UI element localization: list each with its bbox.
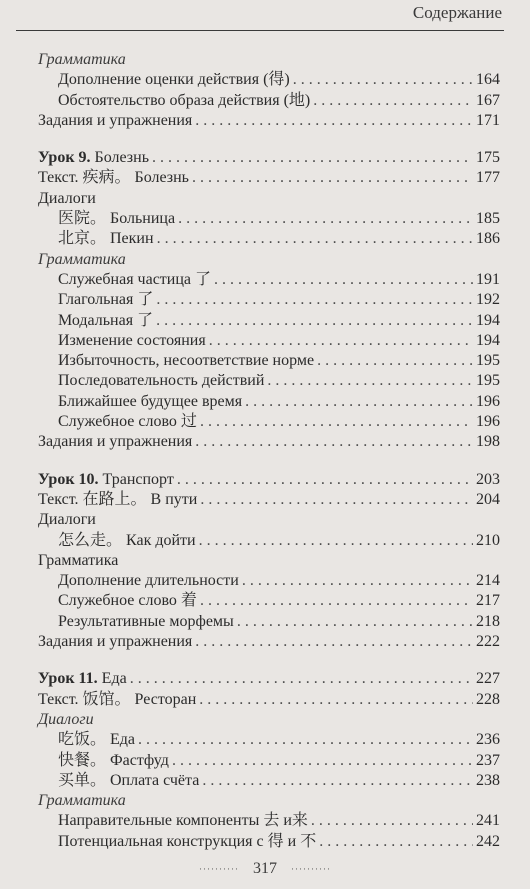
toc-entry-title: Задания и упражнения: [38, 111, 193, 129]
lesson-label: Урок 10.: [38, 470, 99, 488]
toc-entry-title: Текст. 在路上。 В пути: [38, 490, 198, 508]
toc-entry[interactable]: [38, 412, 500, 432]
dot-leader: [156, 290, 473, 310]
toc-entry[interactable]: [38, 111, 500, 131]
header-title: Содержание: [412, 3, 502, 22]
toc-entry-page: 198: [476, 433, 500, 451]
toc-entry-page: 164: [476, 71, 500, 89]
toc-entry-page: 238: [476, 771, 500, 789]
toc-entry-page: 196: [476, 413, 500, 431]
toc-entry-title: Задания и упражнения: [38, 433, 193, 451]
dot-leader: [319, 832, 473, 852]
toc-entry[interactable]: [38, 351, 500, 371]
heading-grammar: Грамматика: [38, 551, 119, 569]
lesson-title: [38, 470, 174, 490]
toc-entry[interactable]: [38, 311, 500, 331]
toc-entry-page: 218: [476, 612, 500, 630]
dot-leader: [178, 209, 473, 229]
heading-grammar: Грамматика: [38, 51, 126, 68]
lesson-label: Урок 11.: [38, 670, 98, 688]
dot-leader: [195, 111, 473, 131]
dot-leader: [209, 331, 473, 351]
toc-entry-title: 怎么走。 Как дойти: [58, 531, 196, 549]
toc-entry[interactable]: [38, 571, 500, 591]
heading-dialogs: Диалоги: [38, 710, 94, 728]
toc-entry-page: 175: [476, 149, 500, 167]
footer-ornament-right: ··········: [291, 864, 331, 875]
footer-ornament-left: ··········: [199, 864, 239, 875]
toc-entry-page: 192: [476, 291, 500, 309]
page-number: 317: [253, 860, 277, 877]
dot-leader: [317, 351, 473, 371]
toc-entry-title: Задания и упражнения: [38, 633, 193, 651]
toc-entry-page: 167: [476, 91, 500, 109]
dot-leader: [237, 612, 473, 632]
toc-entry[interactable]: [38, 270, 500, 290]
heading-dialogs: Диалоги: [38, 189, 96, 207]
dot-leader: [195, 632, 473, 652]
toc-entry-page: 217: [476, 592, 500, 610]
dot-leader: [177, 470, 473, 490]
dot-leader: [242, 571, 473, 591]
toc-entry-page: 196: [476, 392, 500, 410]
toc-entry-page: 236: [476, 731, 500, 749]
toc-entry-page: 195: [476, 352, 500, 370]
toc-entry[interactable]: [38, 91, 500, 111]
toc-entry-title: Модальная 了: [58, 311, 154, 329]
lesson-name: Болезнь: [90, 149, 149, 167]
toc-entry-page: 227: [476, 670, 500, 688]
toc-entry-title: 北京。 Пекин: [58, 230, 154, 248]
toc-entry[interactable]: [38, 290, 500, 310]
toc-entry-title: Обстоятельство образа действия (地): [58, 91, 311, 109]
toc-entry-title: Служебное слово 过: [58, 413, 197, 431]
toc-entry-page: 185: [476, 210, 500, 228]
toc-entry[interactable]: [38, 612, 500, 632]
toc-entry-page: 210: [476, 531, 500, 549]
dot-leader: [214, 270, 473, 290]
toc-entry[interactable]: [38, 531, 500, 551]
toc-entry-title: Изменение состояния: [58, 331, 206, 349]
toc-entry-page: 186: [476, 230, 500, 248]
toc-entry-title: Последовательность действий: [58, 372, 265, 390]
lesson-title: [38, 148, 149, 168]
toc-entry-title: Дополнение длительности: [58, 572, 239, 590]
table-of-contents: [38, 50, 500, 869]
toc-entry-page: 237: [476, 751, 500, 769]
toc-entry-title: Потенциальная конструкция с 得 и 不: [58, 832, 317, 850]
toc-entry-title: Результативные морфемы: [58, 612, 234, 630]
lesson-entry[interactable]: [38, 470, 500, 490]
toc-entry-page: 177: [476, 169, 500, 187]
dot-leader: [200, 591, 473, 611]
lesson-entry[interactable]: [38, 148, 500, 168]
toc-entry[interactable]: [38, 70, 500, 90]
toc-entry[interactable]: [38, 690, 500, 710]
toc-entry[interactable]: [38, 371, 500, 391]
toc-entry[interactable]: [38, 209, 500, 229]
dot-leader: [138, 730, 473, 750]
toc-entry-page: 195: [476, 372, 500, 390]
dot-leader: [192, 168, 473, 188]
toc-entry[interactable]: [38, 730, 500, 750]
lesson-name: Еда: [97, 670, 127, 688]
toc-entry-page: 194: [476, 331, 500, 349]
lesson-title: [38, 669, 127, 689]
toc-entry-page: 222: [476, 633, 500, 651]
toc-entry[interactable]: [38, 432, 500, 452]
toc-entry[interactable]: [38, 832, 500, 852]
dot-leader: [156, 311, 473, 331]
toc-entry[interactable]: [38, 771, 500, 791]
toc-entry[interactable]: [38, 490, 500, 510]
dot-leader: [195, 432, 473, 452]
dot-leader: [152, 148, 473, 168]
dot-leader: [293, 70, 473, 90]
page-footer: [0, 860, 530, 878]
toc-entry-page: 203: [476, 470, 500, 488]
toc-entry[interactable]: [38, 751, 500, 771]
toc-entry-page: 242: [476, 832, 500, 850]
dot-leader: [172, 751, 473, 771]
dot-leader: [267, 371, 473, 391]
dot-leader: [200, 412, 473, 432]
toc-entry-title: Текст. 疾病。 Болезнь: [38, 169, 189, 187]
toc-entry-title: 买单。 Оплата счёта: [58, 771, 200, 789]
dot-leader: [245, 392, 473, 412]
toc-entry-title: Избыточность, несоответствие норме: [58, 352, 315, 370]
dot-leader: [311, 811, 473, 831]
lesson-name: Транспорт: [98, 470, 174, 488]
dot-leader: [202, 771, 473, 791]
toc-entry-title: Дополнение оценки действия (得): [58, 71, 290, 89]
heading-grammar: Грамматика: [38, 792, 126, 810]
dot-leader: [200, 490, 473, 510]
toc-entry[interactable]: [38, 168, 500, 188]
toc-entry[interactable]: [38, 811, 500, 831]
toc-entry-page: 241: [476, 812, 500, 830]
toc-entry[interactable]: [38, 591, 500, 611]
heading-grammar: Грамматика: [38, 250, 126, 268]
toc-entry-title: Глагольная 了: [58, 291, 154, 309]
toc-entry[interactable]: [38, 392, 500, 412]
dot-leader: [313, 91, 473, 111]
lesson-label: Урок 9.: [38, 149, 91, 167]
toc-section-lesson11: [38, 669, 500, 852]
heading-dialogs: Диалоги: [38, 511, 96, 529]
toc-section-lesson9: [38, 148, 500, 452]
toc-entry-page: 191: [476, 270, 500, 288]
running-header: [16, 0, 504, 31]
toc-entry-title: 吃饭。 Еда: [58, 731, 136, 749]
dot-leader: [130, 669, 473, 689]
toc-entry-title: 快餐。 Фастфуд: [58, 751, 169, 769]
toc-entry[interactable]: [38, 632, 500, 652]
dot-leader: [199, 531, 473, 551]
toc-entry[interactable]: [38, 229, 500, 249]
toc-entry-page: 171: [476, 111, 500, 129]
toc-entry-page: 228: [476, 690, 500, 708]
toc-entry-title: Ближайшее будущее время: [58, 392, 243, 410]
toc-entry-page: 204: [476, 490, 500, 508]
dot-leader: [199, 690, 473, 710]
toc-section-lesson10: [38, 470, 500, 653]
toc-section-lesson8-tail: [38, 50, 500, 131]
toc-entry-title: Текст. 饭馆。 Ресторан: [38, 690, 197, 708]
toc-entry-title: 医院。 Больница: [58, 210, 176, 228]
toc-entry-title: Служебная частица 了: [58, 270, 212, 288]
toc-entry[interactable]: [38, 331, 500, 351]
toc-entry-page: 194: [476, 311, 500, 329]
toc-entry-page: 214: [476, 572, 500, 590]
toc-entry-title: Служебное слово 着: [58, 592, 197, 610]
toc-entry-title: Направительные компоненты 去 и来: [58, 812, 308, 830]
lesson-entry[interactable]: [38, 669, 500, 689]
dot-leader: [157, 229, 473, 249]
